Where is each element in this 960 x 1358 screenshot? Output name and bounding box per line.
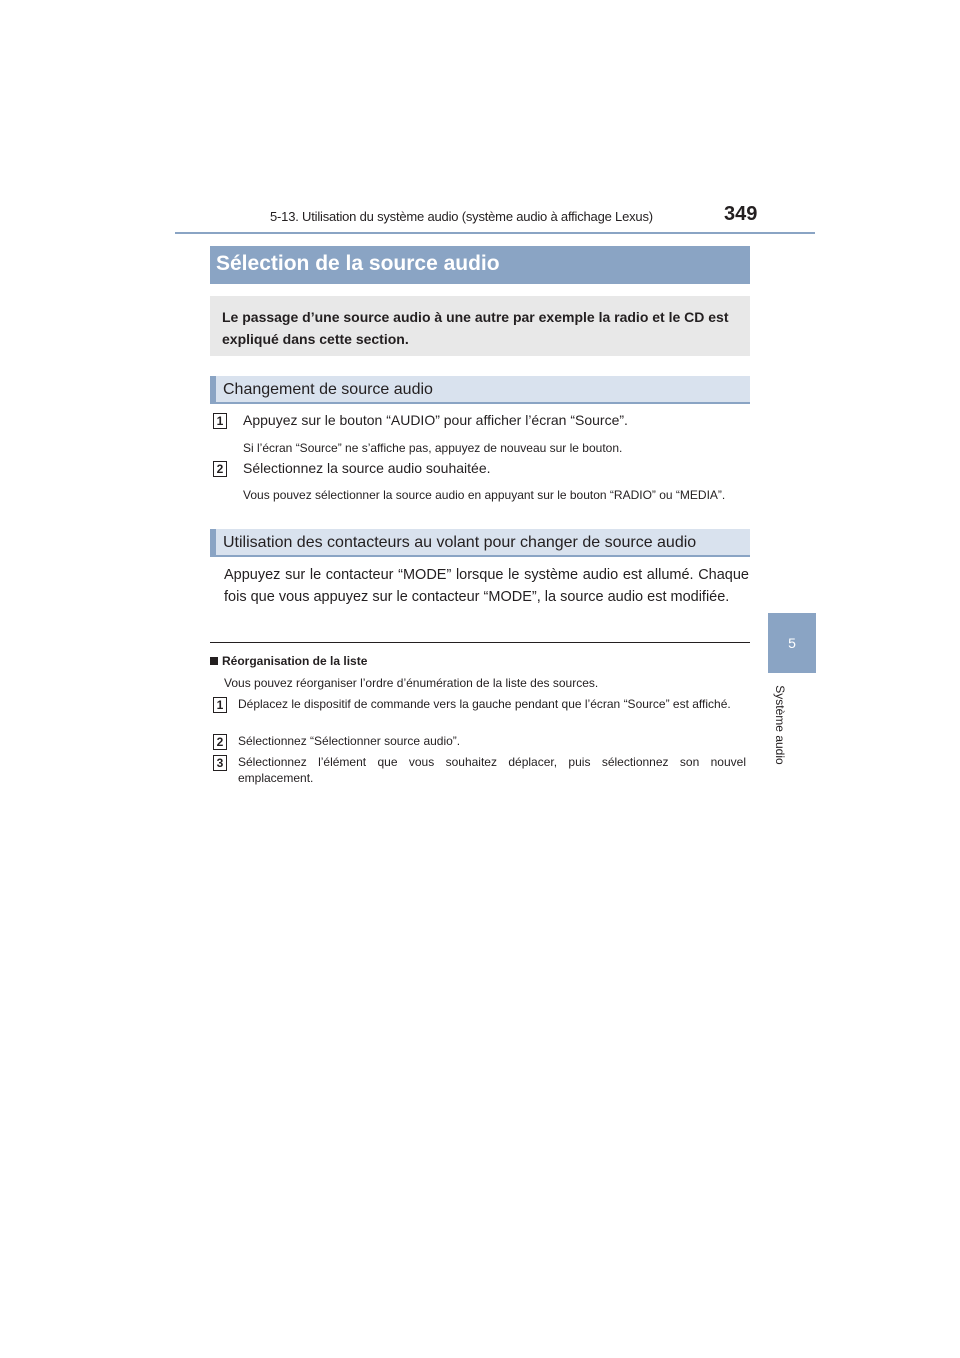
subsection-heading-text: Utilisation des contacteurs au volant pour changer de source audio <box>223 534 697 551</box>
section-title: Sélection de la source audio <box>210 246 750 284</box>
notes-intro: Vous pouvez réorganiser l’ordre d’énumération de la liste des sources. <box>224 676 599 690</box>
subsection-heading-text: Changement de source audio <box>223 381 433 398</box>
notes-step-badge-1: 1 <box>213 697 227 713</box>
chapter-tab <box>768 613 816 673</box>
running-header: 5-13. Utilisation du système audio (système audio à affichage Lexus) <box>270 209 653 224</box>
notes-heading <box>210 654 367 668</box>
step-badge-1: 1 <box>213 413 227 429</box>
page-number: 349 <box>724 203 758 225</box>
notes-step-text-3: Sélectionnez l’élément que vous souhaitez déplacer, puis sélectionnez son nouvel emplacement. <box>238 755 746 785</box>
step-text-2: Sélectionnez la source audio souhaitée. <box>243 460 491 476</box>
chapter-label-wrap <box>768 682 792 774</box>
notes-heading-text: Réorganisation de la liste <box>222 654 368 668</box>
notes-step-text-1: Déplacez le dispositif de commande vers la gauche pendant que l’écran “Source” est affiché. <box>238 697 731 711</box>
square-bullet-icon <box>210 657 218 665</box>
subsection-heading-steering <box>210 529 750 557</box>
header-rule <box>175 232 815 234</box>
subsection-heading-source <box>210 376 750 404</box>
body-paragraph: Appuyez sur le contacteur “MODE” lorsque le système audio est allumé. Chaque fois que vous appuyez sur le contacteur “MODE”, la source audio est modifiée. <box>224 567 749 605</box>
step-note-1: Si l’écran “Source” ne s’affiche pas, appuyez de nouveau sur le bouton. <box>243 441 623 455</box>
intro-box: Le passage d’une source audio à une autre par exemple la radio et le CD est expliqué dans cette section. <box>210 296 750 356</box>
step-note-2: Vous pouvez sélectionner la source audio en appuyant sur le bouton “RADIO” ou “MEDIA”. <box>243 488 726 502</box>
chapter-number: 5 <box>788 635 796 651</box>
notes-step-badge-3: 3 <box>213 755 227 771</box>
step-badge-2: 2 <box>213 461 227 477</box>
notes-step-badge-2: 2 <box>213 734 227 750</box>
notes-step-text-2: Sélectionnez “Sélectionner source audio”. <box>238 734 461 748</box>
step-text-1: Appuyez sur le bouton “AUDIO” pour afficher l’écran “Source”. <box>243 412 628 428</box>
chapter-label: Système audio <box>773 685 787 765</box>
separator-rule <box>210 642 750 643</box>
